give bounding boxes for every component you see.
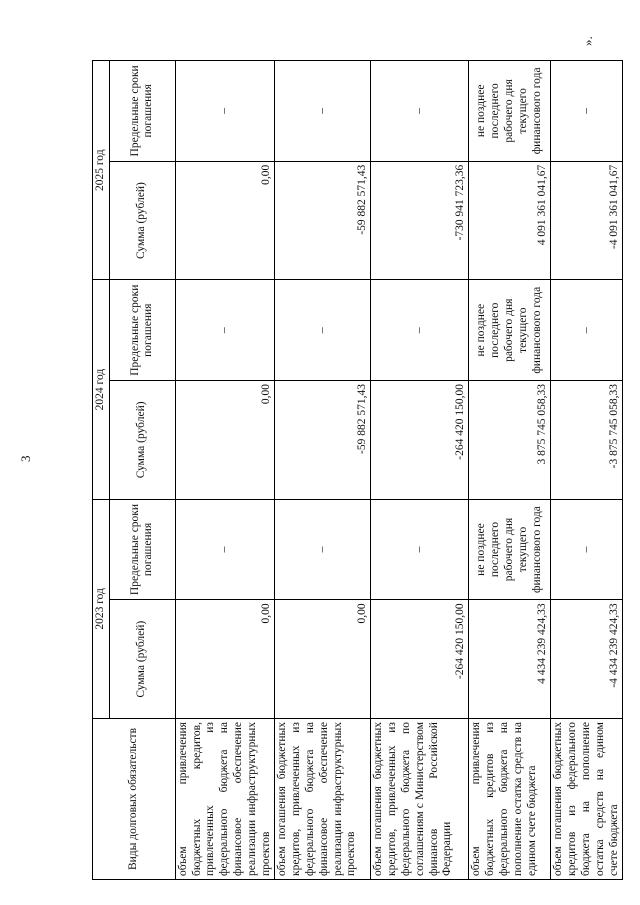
table-row (175, 61, 275, 880)
header-debt-type: Виды долговых обязательств (93, 719, 176, 880)
sum-cell: 0,00 (175, 600, 275, 719)
sum-cell: -4 091 361 041,67 (551, 161, 623, 280)
term-cell: не позднее последнего рабочего дня текущего финансового года (469, 499, 551, 600)
header-year-2024: 2024 год (93, 280, 110, 499)
header-year-2023: 2023 год (93, 499, 110, 718)
row-label: объем погашения бюджетных кредитов из федерального бюджета на пополнение остатка средств на едином счете бюджета (551, 719, 623, 880)
debt-obligations-table-container (92, 60, 620, 880)
row-label: объем погашения бюджетных кредитов, привлеченных из федерального бюджета на финансовое обеспечение реализации инфраструктурных проектов (275, 719, 371, 880)
term-cell: – (275, 499, 371, 600)
page-number: 3 (18, 455, 33, 462)
term-cell: – (275, 61, 371, 162)
header-year-2025: 2025 год (93, 61, 110, 280)
term-cell: – (551, 499, 623, 600)
term-cell: – (371, 61, 469, 162)
sum-cell: 3 875 745 058,33 (469, 381, 551, 500)
row-label: объем привлечения бюджетных кредитов, привлеченных из федерального бюджета на финансовое обеспечение реализации инфраструктурных проектов (175, 719, 275, 880)
sum-cell: 0,00 (175, 381, 275, 500)
sum-cell: -3 875 745 058,33 (551, 381, 623, 500)
term-cell: – (551, 61, 623, 162)
term-cell: – (371, 280, 469, 381)
term-cell: – (175, 499, 275, 600)
header-sum: Сумма (рублей) (109, 161, 175, 280)
closing-quote-mark: ». (580, 36, 595, 46)
term-cell: не позднее последнего рабочего дня текущего финансового года (469, 61, 551, 162)
term-cell: – (371, 499, 469, 600)
row-label: объем погашения бюджетных кредитов, привлеченных из федерального бюджета по соглашениям с Министерством финансов Российской Федерации (371, 719, 469, 880)
header-sum: Сумма (рублей) (109, 381, 175, 500)
sum-cell: -59 882 571,43 (275, 161, 371, 280)
table-row (551, 61, 623, 880)
header-term: Предельные сроки погашения (109, 61, 175, 162)
row-label: объем привлечения бюджетных кредитов из федерального бюджета на пополнение остатка средств на едином счете бюджета (469, 719, 551, 880)
sum-cell: 4 434 239 424,33 (469, 600, 551, 719)
header-sum: Сумма (рублей) (109, 600, 175, 719)
table-row (275, 61, 371, 880)
header-term: Предельные сроки погашения (109, 499, 175, 600)
table-row (469, 61, 551, 880)
table-row (371, 61, 469, 880)
sum-cell: -264 420 150,00 (371, 381, 469, 500)
sum-cell: 0,00 (175, 161, 275, 280)
sum-cell: 0,00 (275, 600, 371, 719)
debt-obligations-table (92, 60, 623, 880)
sum-cell: -730 941 723,36 (371, 161, 469, 280)
term-cell: – (175, 280, 275, 381)
term-cell: – (275, 280, 371, 381)
sum-cell: 4 091 361 041,67 (469, 161, 551, 280)
term-cell: – (551, 280, 623, 381)
term-cell: – (175, 61, 275, 162)
sum-cell: -264 420 150,00 (371, 600, 469, 719)
header-term: Предельные сроки погашения (109, 280, 175, 381)
sum-cell: -4 434 239 424,33 (551, 600, 623, 719)
sum-cell: -59 882 571,43 (275, 381, 371, 500)
term-cell: не позднее последнего рабочего дня текущего финансового года (469, 280, 551, 381)
